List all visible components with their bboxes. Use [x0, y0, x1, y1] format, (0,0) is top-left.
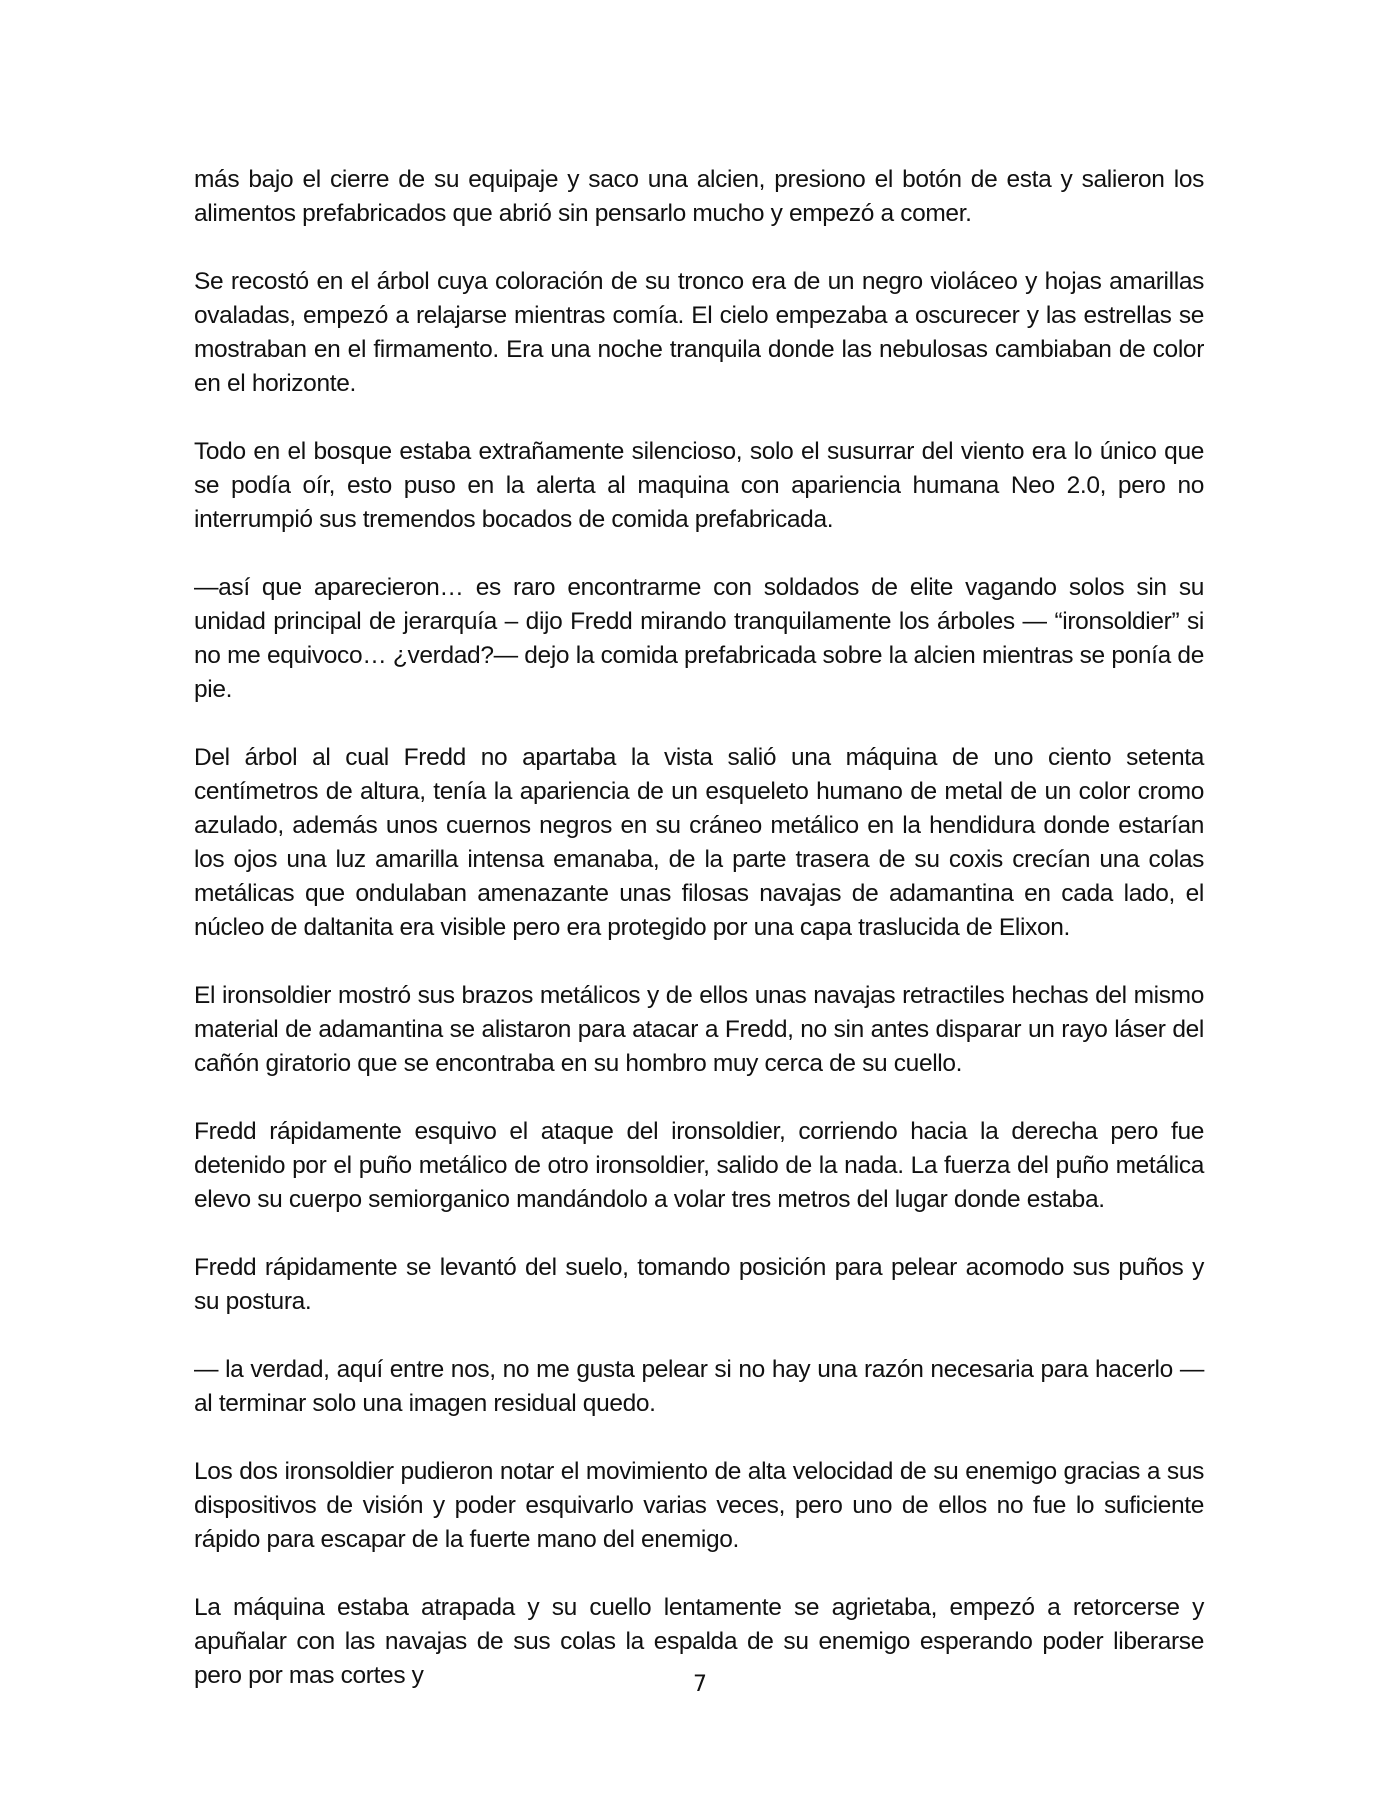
paragraph: más bajo el cierre de su equipaje y saco una alcien, presiono el botón de esta y salieron los alimentos prefabricados que abrió sin pensarlo mucho y empezó a comer. — [194, 166, 1204, 227]
paragraph: Los dos ironsoldier pudieron notar el movimiento de alta velocidad de su enemigo gracias a sus dispositivos de visión y poder esquivarlo varias veces, pero uno de ellos no fue lo suficiente rápido para escapar de la fuerte mano del enemigo. — [194, 1458, 1204, 1553]
paragraph: Del árbol al cual Fredd no apartaba la vista salió una máquina de uno ciento setenta centímetros de altura, tenía la apariencia de un esqueleto humano de metal de un color cromo azulado, además unos cuernos negros en su cráneo metálico en la hendidura donde estarían los ojos una luz amarilla intensa emanaba, de la parte trasera de su coxis crecían una colas metálicas que ondulaban amenazante unas filosas navajas de adamantina en cada lado, el núcleo de daltanita era visible pero era protegido por una capa traslucida de Elixon. — [194, 744, 1204, 941]
paragraph: — la verdad, aquí entre nos, no me gusta pelear si no hay una razón necesaria para hacerlo — al terminar solo una imagen residual quedo. — [194, 1356, 1204, 1417]
body-text — [194, 163, 1204, 1693]
paragraph: Se recostó en el árbol cuya coloración de su tronco era de un negro violáceo y hojas amarillas ovaladas, empezó a relajarse mientras comía. El cielo empezaba a oscurecer y las estrellas se mostraban en el firmamento. Era una noche tranquila donde las nebulosas cambiaban de color en el horizonte. — [194, 268, 1204, 397]
paragraph: Fredd rápidamente esquivo el ataque del ironsoldier, corriendo hacia la derecha pero fue detenido por el puño metálico de otro ironsoldier, salido de la nada. La fuerza del puño metálica elevo su cuerpo semiorganico mandándolo a volar tres metros del lugar donde estaba. — [194, 1118, 1204, 1213]
paragraph: La máquina estaba atrapada y su cuello lentamente se agrietaba, empezó a retorcerse y apuñalar con las navajas de sus colas la espalda de su enemigo esperando poder liberarse pero por mas cortes y — [194, 1594, 1204, 1689]
paragraph: —así que aparecieron… es raro encontrarme con soldados de elite vagando solos sin su unidad principal de jerarquía – dijo Fredd mirando tranquilamente los árboles — “ironsoldier” si no me equivoco… ¿verdad?— dejo la comida prefabricada sobre la alcien mientras se ponía de pie. — [194, 574, 1204, 703]
paragraph: El ironsoldier mostró sus brazos metálicos y de ellos unas navajas retractiles hechas del mismo material de adamantina se alistaron para atacar a Fredd, no sin antes disparar un rayo láser del cañón giratorio que se encontraba en su hombro muy cerca de su cuello. — [194, 982, 1204, 1077]
page-number: 7 — [693, 1672, 707, 1697]
paragraph: Fredd rápidamente se levantó del suelo, tomando posición para pelear acomodo sus puños y su postura. — [194, 1254, 1204, 1315]
paragraph: Todo en el bosque estaba extrañamente silencioso, solo el susurrar del viento era lo único que se podía oír, esto puso en la alerta al maquina con apariencia humana Neo 2.0, pero no interrumpió sus tremendos bocados de comida prefabricada. — [194, 438, 1204, 533]
